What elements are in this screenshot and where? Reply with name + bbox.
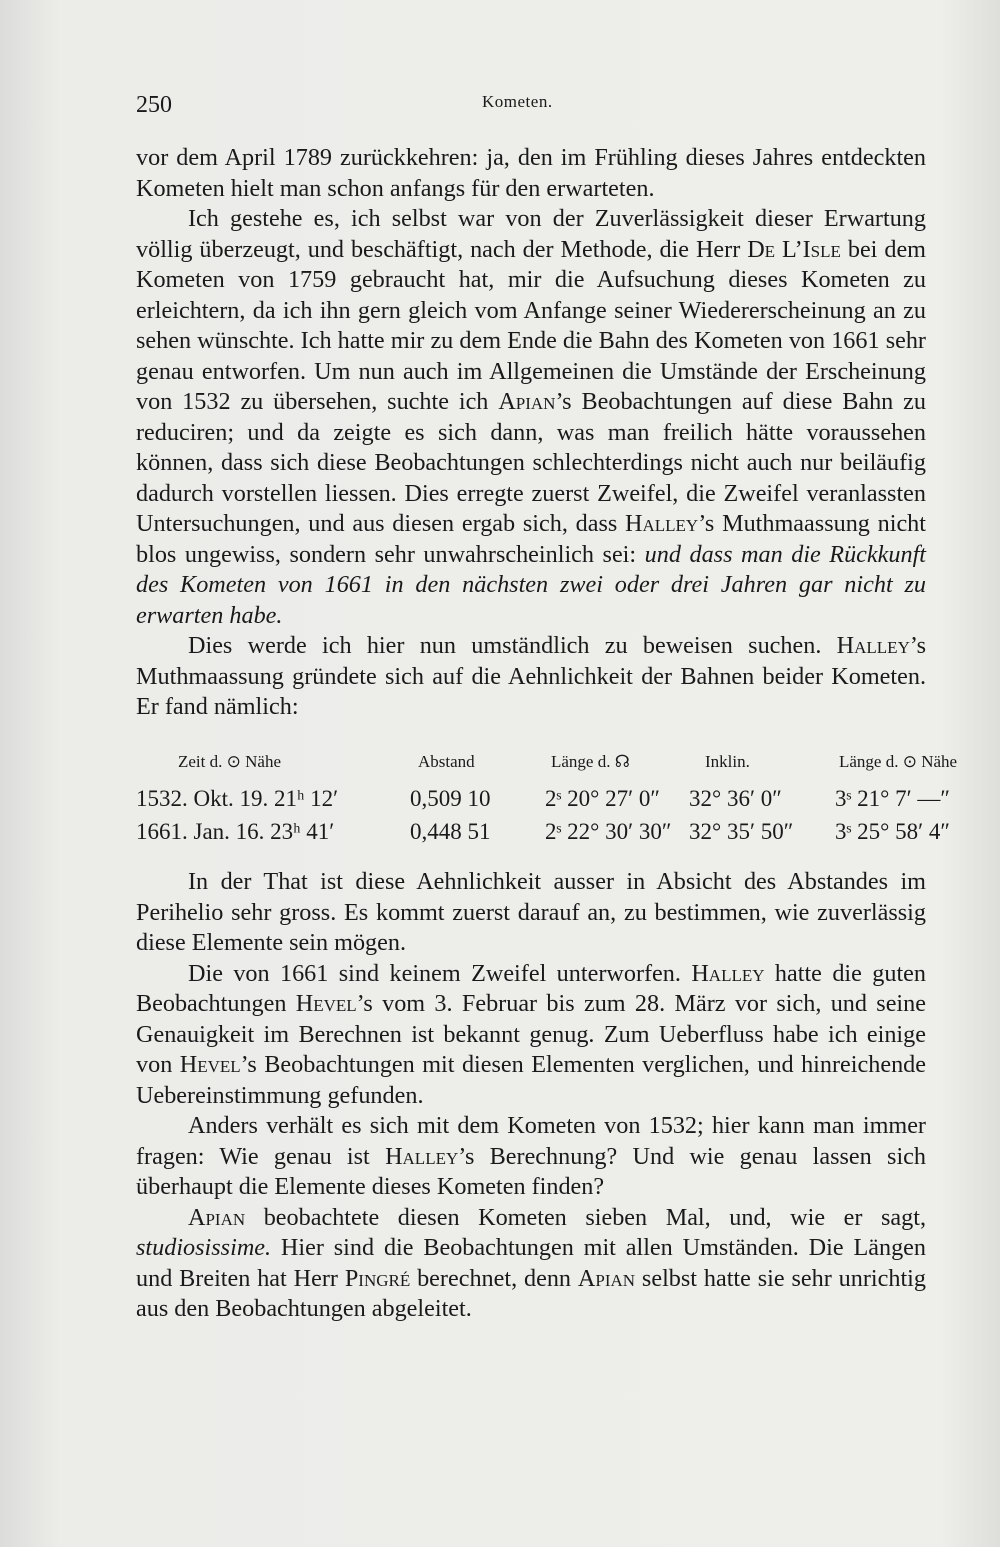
name-halley: Halley	[625, 510, 699, 537]
col-header-inclination: Inklin.	[705, 751, 750, 771]
name-hevel: Hevel	[295, 990, 357, 1017]
paragraph-2: Ich gestehe es, ich selbst war von der Zuverlässigkeit dieser Erwartung völlig überzeugt, und beschäftigt, nach der Methode, die Herr De L’Isle bei dem Kometen von 1759 gebraucht hat, mir die Aufsuchung dieses Kometen zu erleichtern, da ich ihn gern gleich vom Anfange seiner Wiedererscheinung an zu sehen wünschte. Ich hatte mir zu dem Ende die Bahn des Kometen von 1661 sehr genau entworfen. Um nun auch im Allgemeinen die Umstände der Erscheinung von 1532 zu übersehen, suchte ich Apian’s Beobachtungen auf diese Bahn zu reduciren; und da zeigte es sich dann, was man freilich hätte voraussehen können, dass sich diese Beobachtungen schlechterdings nicht auch nur beiläufig dadurch vorstellen liessen. Dies erregte zuerst Zweifel, die Zweifel veranlassten Untersuchungen, und aus diesen ergab sich, dass Halley’s Muthmaassung nicht blos ungewiss, sondern sehr unwahrscheinlich sei: und dass man die Rückkunft des Kometen von 1661 in den nächsten zwei oder drei Jahren gar nicht zu erwarten habe.	[136, 205, 927, 629]
orbital-elements-table-wrap	[136, 747, 958, 850]
table-cell: 2ˢ 22° 30′ 30″	[545, 819, 672, 845]
paragraph-3: Dies werde ich hier nun umständlich zu beweisen suchen. Halley’s Muthmaassung gründete sich auf die Aehnlichkeit der Bahnen beider Kometen. Er fand nämlich:	[136, 632, 926, 720]
table-cell: 2ˢ 20° 27′ 0″	[545, 786, 660, 812]
table-cell: 0,448 51	[410, 819, 491, 845]
page-header	[136, 92, 926, 122]
emphasis-studiosissime: studiosissime.	[136, 1234, 272, 1261]
paragraph-4: In der That ist diese Aehnlichkeit ausser in Absicht des Abstandes im Perihelio sehr gross. Es kommt zuerst darauf an, zu bestimmen, wie zuverlässig diese Elemente sein mögen.	[136, 868, 926, 956]
table-cell: 1661. Jan. 16. 23ʰ 41′	[136, 819, 335, 845]
col-header-node-longitude: Länge d. ☊	[551, 751, 630, 771]
table-cell: 0,509 10	[410, 786, 491, 812]
paragraph-1: vor dem April 1789 zurückkehren: ja, den im Frühling dieses Jahres entdeckten Kometen hielt man schon anfangs für den erwarteten.	[136, 144, 926, 202]
name-halley: Halley	[385, 1142, 459, 1170]
name-hevel: Hevel	[179, 1051, 241, 1078]
table-header-row	[136, 747, 1000, 784]
table-cell: 3ˢ 21° 7′ —″	[835, 786, 950, 812]
name-delisle: De L’Isle	[747, 235, 841, 263]
orbital-elements-table	[136, 747, 1000, 850]
col-header-distance: Abstand	[418, 751, 475, 771]
paragraph-7: Apian beobachtete diesen Kometen sieben Mal, und, wie er sagt, studiosissime. Hier sind die Beobachtungen mit allen Umständen. Die Längen und Breiten hat Herr Pingré berechnet, denn Apian selbst hatte sie sehr unrichtig aus den Beobachtungen abgeleitet.	[136, 1203, 926, 1322]
table-cell: 32° 35′ 50″	[689, 819, 794, 845]
table-row	[136, 816, 1000, 849]
col-header-perihelion-time: Zeit d. ⊙ Nähe	[178, 751, 281, 771]
paragraph-5: Die von 1661 sind keinem Zweifel unterworfen. Halley hatte die guten Beobachtungen Hevel’s vom 3. Februar bis zum 28. März vor sich, und seine Genauigkeit im Berechnen ist bekannt genug. Zum Ueberfluss habe ich einige von Hevel’s Beobachtungen mit diesen Elementen verglichen, und hinreichende Uebereinstimmung gefunden.	[136, 959, 926, 1109]
name-apian: Apian	[577, 1264, 636, 1292]
name-halley: Halley	[836, 632, 910, 659]
name-pingre: Pingré	[344, 1264, 411, 1292]
paragraph-6: Anders verhält es sich mit dem Kometen von 1532; hier kann man immer fragen: Wie genau ist Halley’s Berechnung? Und wie genau lassen sich überhaupt die Elemente dieses Kometen finden?	[136, 1112, 926, 1200]
running-title: Kometen.	[482, 92, 553, 111]
name-halley: Halley	[691, 959, 765, 987]
table-cell: 1532. Okt. 19. 21ʰ 12′	[136, 786, 339, 812]
name-apian: Apian	[188, 1203, 246, 1231]
table-row	[136, 783, 1000, 816]
emphasis-conclusion: und dass man die Rückkunft des Kometen von 1661 in den nächsten zwei oder drei Jahren gar nicht zu erwarten habe.	[136, 540, 927, 629]
name-apian: Apian	[498, 388, 556, 415]
col-header-perihelion-longitude: Länge d. ⊙ Nähe	[839, 751, 958, 771]
table-cell: 3ˢ 25° 58′ 4″	[835, 819, 950, 845]
body-text	[136, 143, 958, 1325]
page-number: 250	[136, 92, 172, 118]
table-cell: 32° 36′ 0″	[689, 786, 782, 812]
